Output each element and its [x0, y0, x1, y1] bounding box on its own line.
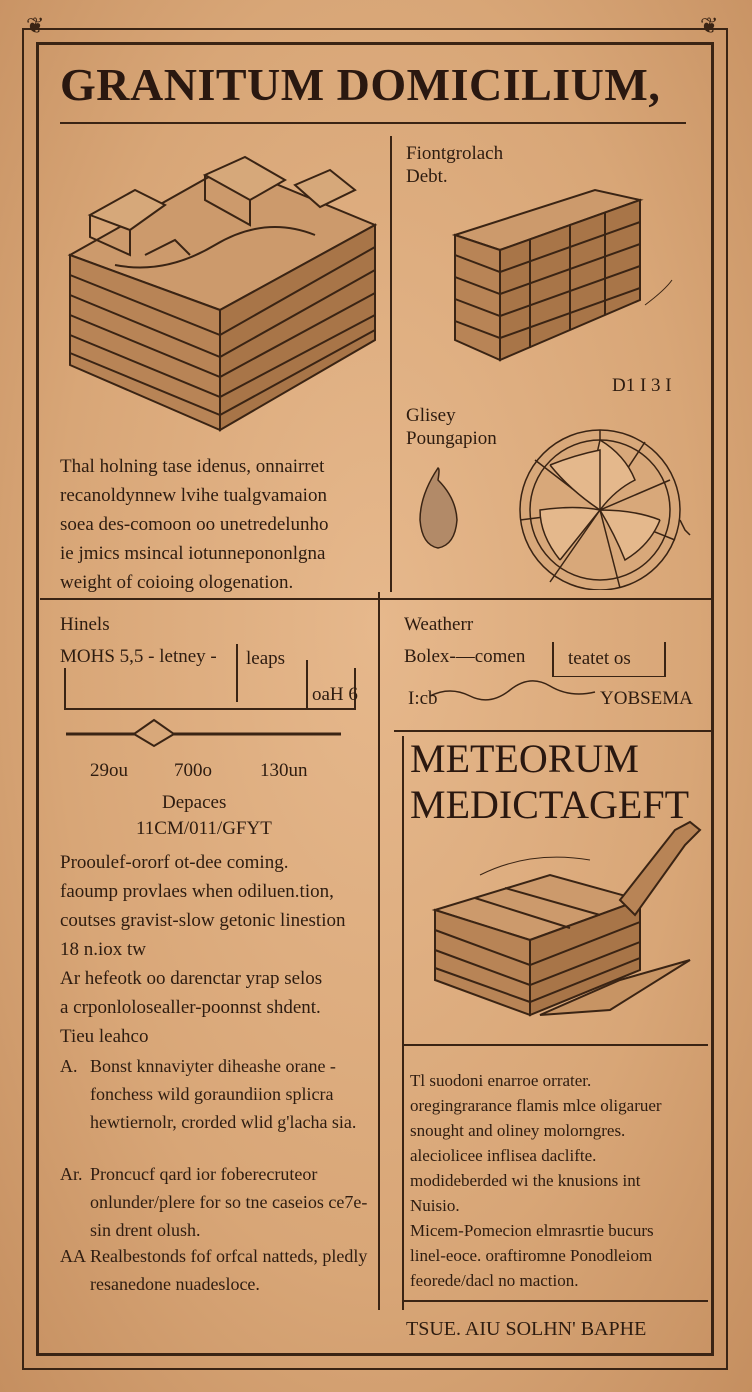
mohs-scale-text: MOHS 5,5 - letney -: [60, 646, 217, 667]
glisey-label: Glisey: [406, 405, 456, 426]
intro-line: recanoldynnew lvihe tualgvamaion: [60, 485, 327, 506]
weather-divider: [552, 642, 554, 676]
list-heading: Tieu leahco: [60, 1026, 149, 1047]
debt-label: Debt.: [406, 166, 448, 187]
meteorum-footer: TSUE. AIU SOLHN' BAPHE: [406, 1318, 647, 1340]
weather-row-text: Bolex-—comen: [404, 646, 526, 667]
para3-line: Ar hefeotk oo darenctar yrap selos: [60, 968, 323, 989]
depth-label: Depaces: [162, 792, 227, 813]
list-text: Realbestonds fof orfcal natteds, pledly resanedone nuadesloce.: [90, 1246, 368, 1294]
meteorum-box-top: [394, 730, 712, 732]
intro-line: soea des-comoon oo unetredelunho: [60, 514, 329, 535]
list-marker: Ar.: [60, 1164, 83, 1184]
list-item: [60, 1242, 380, 1302]
stone-block-illustration: [55, 145, 385, 435]
meteorum-box-divider: [404, 1044, 708, 1046]
list-item: [60, 1052, 380, 1152]
weather-row-right: teatet os: [568, 648, 631, 669]
left-intro-text: [60, 452, 380, 597]
meteorum-paragraph: [410, 1068, 706, 1293]
para2-line: 18 n.iox tw: [60, 939, 147, 960]
list-text: Proncucf qard ior foberecruteor onlunder/plere for so tne caseios ce7e- sin drent olush.: [90, 1164, 368, 1240]
meteorum-line: snought and oliney molorngres.: [410, 1121, 626, 1140]
meteorum-line: oregingrarance flamis mlce oligaruer: [410, 1096, 662, 1115]
left-para-2: [60, 848, 376, 964]
intro-line: Thal holning tase idenus, onnairret: [60, 456, 325, 477]
para2-line: faoump provlaes when odiluen.tion,: [60, 881, 334, 902]
weather-divider: [664, 642, 666, 676]
list-item: [60, 1160, 380, 1244]
meteorum-line: modideberded wi the knusions int: [410, 1171, 641, 1190]
meteorum-title-line: MEDICTAGEFT: [410, 782, 690, 827]
corner-ornament-icon: ❦: [26, 14, 45, 39]
page-title: GRANITUM DOMICILIUM,: [60, 59, 661, 110]
depth-slider-icon: [66, 718, 346, 748]
section-divider: [40, 598, 712, 600]
meteorum-title: [410, 736, 710, 828]
intro-line: weight of coioing ologenation.: [60, 572, 294, 593]
weather-heading: Weatherr: [404, 614, 474, 635]
intro-line: ie jmics msincal iotunnepononlgna: [60, 543, 326, 564]
hardness-box-label: oaH 6: [312, 684, 358, 705]
meteorum-line: Micem-Pomecion elmrasrtie bucurs: [410, 1221, 654, 1240]
meteorum-line: Nuisio.: [410, 1196, 460, 1215]
mohs-scale-right: leaps: [246, 648, 286, 669]
brick-stack-illustration: [440, 180, 680, 370]
meteorum-title-line: METEORUM: [410, 736, 639, 781]
hammer-block-illustration: [420, 820, 705, 1030]
meteorum-line: aleciolicee inflisea daclifte.: [410, 1146, 597, 1165]
corner-ornament-icon: ❦: [700, 14, 719, 39]
title-underline: [60, 122, 686, 124]
scale-label: D1 I 3 I: [612, 375, 672, 396]
meteorum-line: feorede/dacl no maction.: [410, 1271, 579, 1290]
tick-label: 130un: [260, 760, 308, 781]
list-text: Bonst knnaviyter diheashe orane - fonchess wild goraundiion splicra hewtiernolr, crorded wlid g'lacha sia.: [90, 1056, 357, 1132]
list-marker: AA: [60, 1246, 86, 1266]
tick-label: 700o: [174, 760, 212, 781]
para2-line: Prooulef-ororf ot-dee coming.: [60, 852, 289, 873]
hardness-heading: Hinels: [60, 614, 110, 635]
meteorum-line: linel-eoce. oraftiromne Ponodleiom: [410, 1246, 653, 1265]
column-divider-top: [390, 136, 392, 592]
hardness-box-divider: [236, 644, 238, 702]
meteorum-box-left: [402, 736, 404, 1310]
para2-line: coutses gravist-slow getonic linestion: [60, 910, 346, 931]
weather-wave-icon: [430, 676, 600, 706]
weather-bottom-left: I:cb: [408, 688, 438, 709]
hardness-box-divider: [306, 660, 308, 710]
left-para-3: [60, 964, 376, 1022]
list-marker: A.: [60, 1056, 78, 1076]
radial-section-illustration: [410, 420, 700, 590]
meteorum-line: Tl suodoni enarroe orrater.: [410, 1071, 592, 1090]
depth-value: 11CM/011/GFYT: [136, 818, 272, 839]
meteorum-box-bottom: [404, 1300, 708, 1302]
tick-label: 29ou: [90, 760, 128, 781]
fiontgrolach-label: Fiontgrolach: [406, 143, 504, 164]
para3-line: a crponlolosealler-poonnst shdent.: [60, 997, 321, 1018]
weather-bottom-right: YOBSEMA: [600, 688, 693, 709]
poungapion-label: Poungapion: [406, 428, 497, 449]
